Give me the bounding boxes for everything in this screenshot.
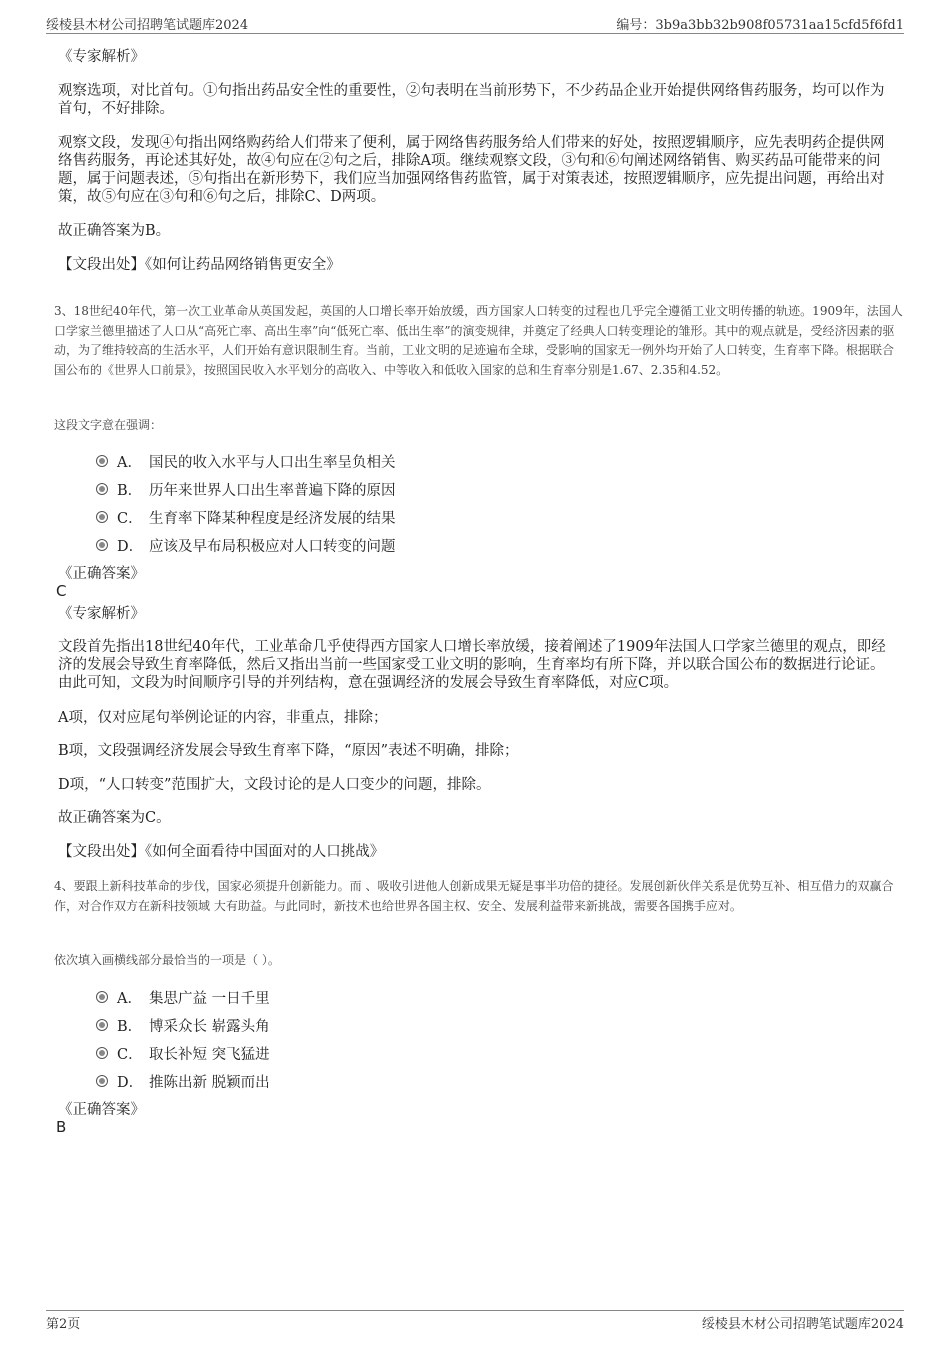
q2-conclusion: 故正确答案为B。: [58, 223, 171, 239]
q4-answer: B: [56, 1118, 67, 1136]
option-text: 集思广益 一日千里: [149, 991, 270, 1007]
radio-icon[interactable]: [96, 511, 108, 523]
q2-analysis-title: 《专家解析》: [58, 49, 145, 65]
footer-title: 绥棱县木材公司招聘笔试题库2024: [701, 1317, 904, 1332]
q2-analysis-para1: 观察选项，对比首句。①句指出药品安全性的重要性，②句表明在当前形势下，不少药品企业开始提供网络售药服务，均可以作为首句，不好排除。: [58, 83, 885, 117]
q3-conclusion: 故正确答案为C。: [58, 810, 171, 826]
option-text: 生育率下降某种程度是经济发展的结果: [149, 511, 396, 527]
radio-icon[interactable]: [96, 483, 108, 495]
header-title: 绥棱县木材公司招聘笔试题库2024: [46, 18, 249, 33]
page-number: 第2页: [46, 1317, 81, 1332]
radio-icon[interactable]: [96, 455, 108, 467]
header-divider: [46, 33, 904, 34]
q3-note-b: B项，文段强调经济发展会导致生育率下降，“原因”表述不明确，排除；: [58, 743, 519, 759]
q4-stem: 4、要跟上新科技革命的步伐，国家必须提升创新能力。而 、吸收引进他人创新成果无疑是事半功倍的捷径。发展创新伙伴关系是优势互补、相互借力的双赢合作，对合作双方在新科技领域 大有助益。与此同时，新技术也给世界各国主权、安全、发展利益带来新挑战，需要各国携手应对。: [54, 879, 894, 913]
option-key: B．: [117, 483, 143, 499]
option-text: 推陈出新 脱颖而出: [149, 1075, 270, 1091]
radio-icon[interactable]: [96, 539, 108, 551]
option-key: C．: [117, 1047, 143, 1063]
q3-note-d: D项，“人口转变”范围扩大，文段讨论的是人口变少的问题，排除。: [58, 777, 491, 793]
option-text: 应该及早布局积极应对人口转变的问题: [149, 539, 396, 555]
q3-answer-title: 《正确答案》: [58, 566, 145, 582]
q3-prompt: 这段文字意在强调：: [54, 418, 163, 432]
footer-divider: [46, 1310, 904, 1311]
radio-icon[interactable]: [96, 1047, 108, 1059]
q3-stem: 3、18世纪40年代，第一次工业革命从英国发起，英国的人口增长率开始放缓，西方国家人口转变的过程也几乎完全遵循工业文明传播的轨迹。1909年，法国人口学家兰德里描述了人口从“高死亡率、高出生率”向“低死亡率、低出生率”的演变规律，并奠定了经典人口转变理论的雏形。其中的观点就是，受经济因素的驱动，为了维持较高的生活水平，人们开始有意识限制生育。当前，工业文明的足迹遍布全球，受影响的国家无一例外均开始了人口转变，生育率下降。根据联合国公布的《世界人口前景》，按照国民收入水平划分的高收入、中等收入和低收入国家的总和生育率分别是1.67、2.35和4.52。: [54, 304, 903, 377]
option-text: 历年来世界人口出生率普遍下降的原因: [149, 483, 396, 499]
q4-answer-title: 《正确答案》: [58, 1102, 145, 1118]
document-serial: 编号：3b9a3bb32b908f05731aa15cfd5f6fd1: [616, 18, 904, 33]
q3-analysis-title: 《专家解析》: [58, 606, 145, 622]
option-key: A．: [117, 991, 142, 1007]
radio-icon[interactable]: [96, 991, 108, 1003]
q3-note-a: A项，仅对应尾句举例论证的内容，非重点，排除；: [58, 710, 388, 726]
q3-source: 【文段出处】《如何全面看待中国面对的人口挑战》: [58, 844, 385, 860]
radio-icon[interactable]: [96, 1075, 108, 1087]
q3-answer: C: [56, 582, 67, 600]
option-text: 取长补短 突飞猛进: [149, 1047, 270, 1063]
q2-analysis-para2: 观察文段，发现④句指出网络购药给人们带来了便利，属于网络售药服务给人们带来的好处，按照逻辑顺序，应先表明药企提供网络售药服务，再论述其好处，故④句应在②句之后，排除A项。继续观察文段，③句和⑥句阐述网络销售、购买药品可能带来的问题，属于问题表述，⑤句指出在新形势下，我们应当加强网络售药监管，属于对策表述，按照逻辑顺序，应先提出问题，再给出对策，故⑤句应在③句和⑥句之后，排除C、D两项。: [58, 135, 885, 205]
option-text: 博采众长 崭露头角: [149, 1019, 270, 1035]
radio-icon[interactable]: [96, 1019, 108, 1031]
option-key: C．: [117, 511, 143, 527]
option-key: D．: [117, 539, 144, 555]
option-text: 国民的收入水平与人口出生率呈负相关: [149, 455, 396, 471]
q4-prompt: 依次填入画横线部分最恰当的一项是（ ）。: [54, 953, 280, 967]
q2-source: 【文段出处】《如何让药品网络销售更安全》: [58, 257, 341, 273]
option-key: D．: [117, 1075, 144, 1091]
option-key: B．: [117, 1019, 143, 1035]
q3-analysis: 文段首先指出18世纪40年代，工业革命几乎使得西方国家人口增长率放缓，接着阐述了1909年法国人口学家兰德里的观点，即经济的发展会导致生育率降低，然后又指出当前一些国家受工业文明的影响，生育率均有所下降，并以联合国公布的数据进行论证。由此可知，文段为时间顺序引导的并列结构，意在强调经济的发展会导致生育率降低，对应C项。: [58, 639, 886, 691]
option-key: A．: [117, 455, 142, 471]
